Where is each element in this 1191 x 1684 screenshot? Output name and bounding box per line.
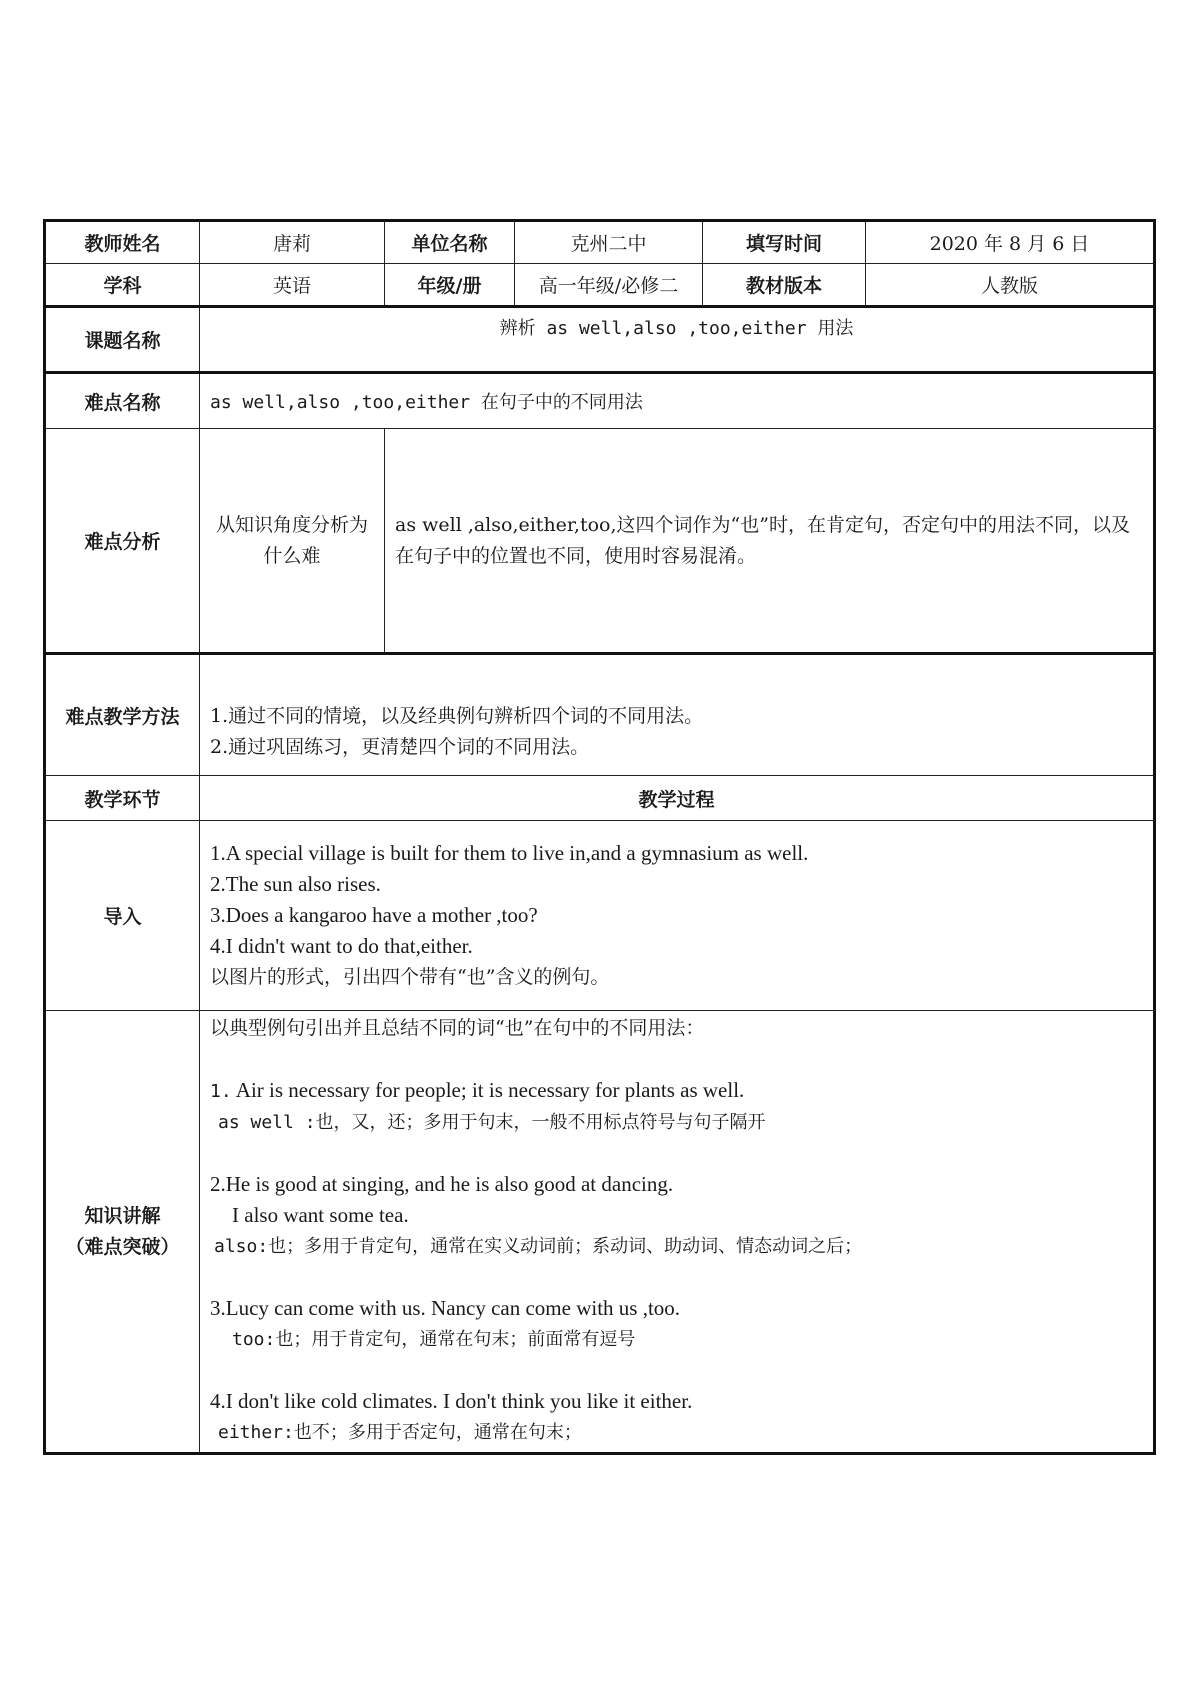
intro-line-3: 3.Does a kangaroo have a mother ,too? <box>210 903 538 927</box>
process-header: 教学过程 <box>200 776 1155 821</box>
method-line-2: 2.通过巩固练习，更清楚四个词的不同用法。 <box>210 736 590 758</box>
item1-number: 1. <box>210 1081 232 1102</box>
item3-note: too:也；用于肯定句，通常在句末；前面常有逗号 <box>232 1329 636 1350</box>
item4-note: either:也不；多用于否定句，通常在句末； <box>218 1422 582 1443</box>
item3-sentence: 3.Lucy can come with us. Nancy can come with us ,too. <box>210 1296 681 1320</box>
intro-line-2: 2.The sun also rises. <box>210 872 381 896</box>
knowledge-label: 知识讲解 <box>84 1204 161 1227</box>
difficulty-label: 难点名称 <box>45 373 200 429</box>
intro-label: 导入 <box>45 821 200 1011</box>
grade-value: 高一年级/必修二 <box>515 264 703 307</box>
topic-value: 辨析 as well,also ,too,either 用法 <box>499 318 854 339</box>
item1-sentence-line <box>210 1075 1143 1107</box>
knowledge-sub-label: （难点突破） <box>65 1235 180 1258</box>
item1-note: as well :也，又，还；多用于句末，一般不用标点符号与句子隔开 <box>218 1112 766 1133</box>
knowledge-label-cell <box>45 1011 200 1454</box>
analysis-label: 难点分析 <box>45 429 200 654</box>
stage-header: 教学环节 <box>45 776 200 821</box>
topic-label: 课题名称 <box>45 307 200 373</box>
topic-cell <box>200 307 1155 373</box>
unit-name-value: 克州二中 <box>515 221 703 264</box>
method-cell <box>200 654 1155 776</box>
intro-line-4: 4.I didn't want to do that,either. <box>210 934 473 958</box>
unit-name-label: 单位名称 <box>385 221 515 264</box>
intro-cell <box>200 821 1155 1011</box>
method-label: 难点教学方法 <box>45 654 200 776</box>
intro-line-1: 1.A special village is built for them to live in,and a gymnasium as well. <box>210 841 809 865</box>
intro-note: 以图片的形式，引出四个带有“也”含义的例句。 <box>210 966 610 988</box>
teacher-name-label: 教师姓名 <box>45 221 200 264</box>
item4-sentence: 4.I don't like cold climates. I don't think you like it either. <box>210 1389 693 1413</box>
item2-sentence-b: I also want some tea. <box>232 1203 409 1227</box>
teacher-name-value: 唐莉 <box>200 221 385 264</box>
fill-date-label: 填写时间 <box>703 221 866 264</box>
analysis-sub-label: 从知识角度分析为什么难 <box>200 429 385 654</box>
analysis-text: as well ,also,either,too,这四个词作为“也”时，在肯定句，否定句中的用法不同，以及在句子中的位置也不同，使用时容易混淆。 <box>385 429 1155 654</box>
item1-sentence: Air is necessary for people; it is necessary for plants as well. <box>231 1078 745 1102</box>
subject-value: 英语 <box>200 264 385 307</box>
lesson-plan-form <box>43 219 1153 1455</box>
edition-value: 人教版 <box>866 264 1155 307</box>
knowledge-cell <box>200 1011 1155 1454</box>
fill-date-value: 2020 年 8 月 6 日 <box>866 221 1155 264</box>
knowledge-intro: 以典型例句引出并且总结不同的词“也”在句中的不同用法： <box>210 1017 705 1039</box>
item2-sentence: 2.He is good at singing, and he is also good at dancing. <box>210 1172 674 1196</box>
item2-note: also:也；多用于肯定句，通常在实义动词前；系动词、助动词、情态动词之后； <box>214 1236 863 1257</box>
lesson-plan-table <box>43 219 1156 1455</box>
difficulty-value: as well,also ,too,either 在句子中的不同用法 <box>200 373 1155 429</box>
method-line-1: 1.通过不同的情境，以及经典例句辨析四个词的不同用法。 <box>210 705 704 727</box>
grade-label: 年级/册 <box>385 264 515 307</box>
subject-label: 学科 <box>45 264 200 307</box>
edition-label: 教材版本 <box>703 264 866 307</box>
